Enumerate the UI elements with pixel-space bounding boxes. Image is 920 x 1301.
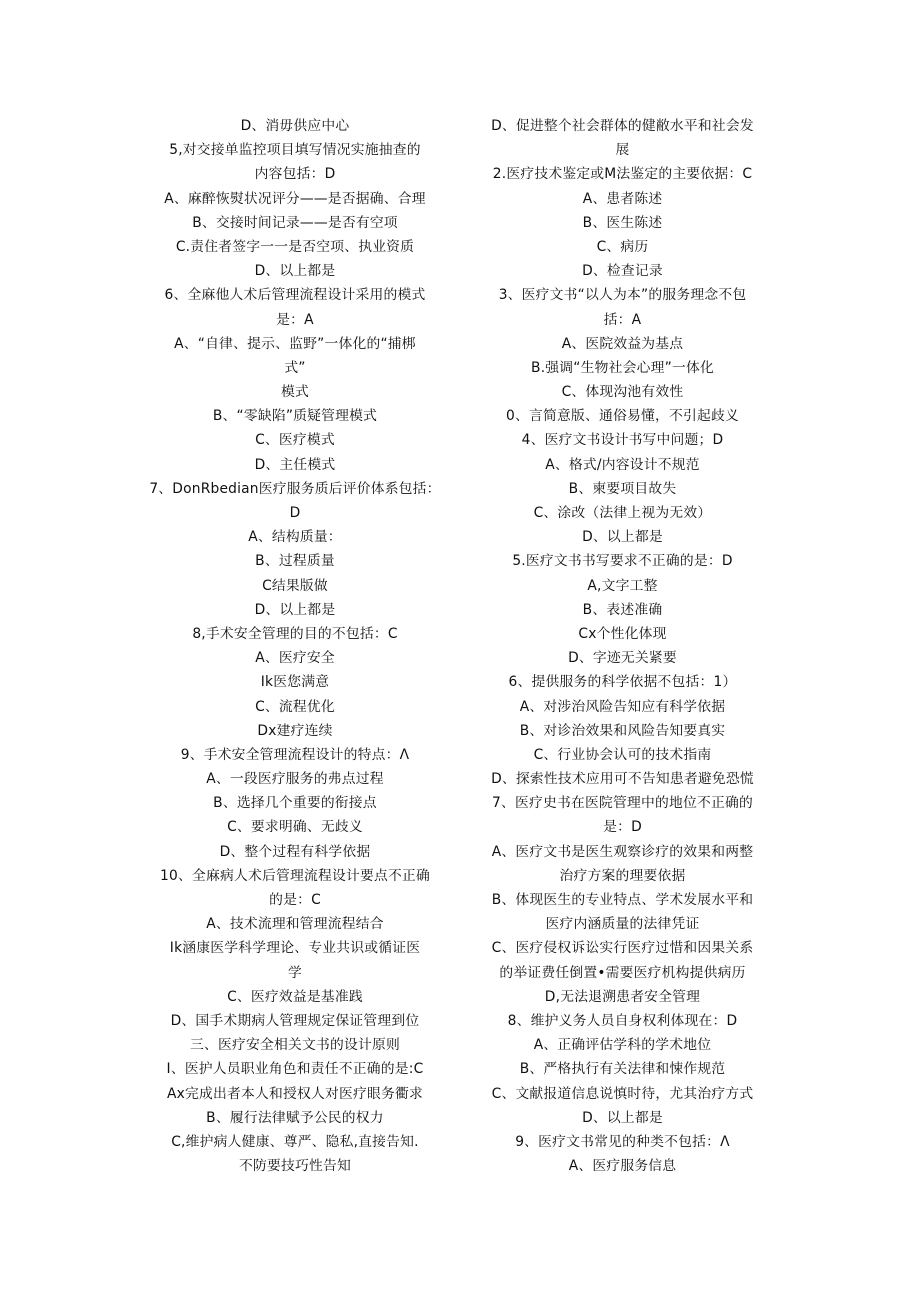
left-column-line: 式” xyxy=(284,359,306,376)
right-column-line: C、医疗侵权诉讼实行医疗过惜和因果关系 xyxy=(491,940,754,957)
left-column-line: Ax完成出者本人和授权人对医疗眼务衢求 xyxy=(167,1085,423,1102)
right-column-line: D、字迹无关紧要 xyxy=(568,650,677,667)
right-column-line: B、对诊治效果和风险告知要真实 xyxy=(519,722,726,739)
left-column-line: Ik涵康医学科学理论、专业共识或循证医 xyxy=(169,940,421,957)
left-column-line: 6、全麻他人术后管理流程设计采用的模式 xyxy=(164,287,426,304)
right-column-line: 4、医疗文书设计书写中问题；D xyxy=(521,432,724,449)
left-column-line: 10、全麻病人术后管理流程设计要点不正确 xyxy=(160,867,430,884)
right-column-line: D、以上都是 xyxy=(582,529,663,546)
left-column-line: A、医疗安全 xyxy=(255,650,335,667)
left-column-line: B、选择几个重要的衔接点 xyxy=(213,795,377,812)
right-column-line: 8、维护义务人员自身权利体现在：D xyxy=(507,1012,738,1029)
right-column-line: B、体现医生的专业特点、学术发展水平和 xyxy=(491,892,754,908)
left-column-line: B、“零缺陷”质疑管理模式 xyxy=(212,408,378,425)
right-column-line: C、行业协会认可的技术指南 xyxy=(533,746,712,763)
left-column-line: Dx建疗连续 xyxy=(257,722,333,739)
right-column-line: 7、医疗史书在医院管理中的地位不正确的 xyxy=(492,795,753,812)
right-column-line: 治疗方案的理要依据 xyxy=(559,867,686,884)
left-column-line: C、要求明确、无歧义 xyxy=(227,819,363,836)
right-column-line: C、体现沟池有效性 xyxy=(561,384,684,401)
right-column-line: C、病历 xyxy=(596,238,649,255)
left-column-line: A、结构质量： xyxy=(248,529,342,546)
left-column-line: A、麻醉恢熨状况评分——是否据确、合理 xyxy=(164,190,426,207)
right-column-line: A、正确评估学科的学术地位 xyxy=(533,1037,712,1054)
left-column-line: C,维护病人健康、尊严、隐私,直接告知. xyxy=(171,1133,419,1150)
right-column-line: 医疗内涵质量的法律凭证 xyxy=(545,916,700,933)
left-column-line: D、国手术期病人管理规定保证管理到位 xyxy=(170,1012,420,1029)
left-column-line: D、以上都是 xyxy=(254,263,336,280)
right-column-line: C、涂改（法律上视为无效） xyxy=(533,505,712,521)
left-column-line: 模式 xyxy=(281,384,309,401)
left-column-line: 不防要技巧性告知 xyxy=(239,1158,351,1175)
left-column-line: 三、医疗安全相关文书的设计原则 xyxy=(190,1037,400,1054)
right-column-line: D,无法退溯患者安全管理 xyxy=(544,988,701,1005)
right-column-line: 括：A xyxy=(603,311,642,328)
left-column xyxy=(140,114,450,1178)
right-column-line: B、表述准确 xyxy=(582,601,663,618)
left-column-line: A、“自律、提示、监野”一体化的“捕梆 xyxy=(174,335,416,352)
left-column-line: 内容包括：D xyxy=(254,166,336,183)
right-column-line: 的举证费任倒置•需要医疗机构提供病历 xyxy=(499,964,746,981)
right-column-line: 3、医疗文书“以人为本”的服务理念不包 xyxy=(498,287,747,304)
left-column-line: Ik医您满意 xyxy=(260,674,330,691)
right-column-line: 是：D xyxy=(603,819,642,836)
left-column-line: B、交接时间记录——是否有空项 xyxy=(192,214,398,231)
left-column-line: 8,手术安全管理的目的不包括：C xyxy=(192,625,398,642)
right-column-line: 5.医疗文书书写要求不正确的是：D xyxy=(512,553,733,570)
left-column-line: C.责住者签字一一是否空项、执业资质 xyxy=(175,238,415,255)
right-column-line: 6、提供服务的科学依据不包括：1） xyxy=(508,674,737,691)
left-column-line: C、医疗效益是基准践 xyxy=(227,988,363,1005)
left-column-line: B、履行法律赋予公民的权力 xyxy=(206,1109,384,1126)
left-column-line: C、流程优化 xyxy=(255,698,335,715)
left-column-line: 是：A xyxy=(276,311,314,328)
right-column-line: 9、医疗文书常见的种类不包括：Λ xyxy=(515,1133,730,1150)
right-column-line: B、柬要项目故失 xyxy=(568,480,677,497)
right-column xyxy=(470,114,775,1178)
right-column-line: D、探索性技术应用可不告知患者避免恐慌 xyxy=(491,771,754,788)
left-column-line: 的是：C xyxy=(269,892,321,908)
right-column-line: 0、言简意版、通俗易懂，不引起歧义 xyxy=(506,408,739,425)
right-column-line: D、促进整个社会群体的健敝水平和社会发 xyxy=(491,118,754,134)
left-column-line: I、医护人员职业角色和责任不正确的是:C xyxy=(166,1061,424,1078)
right-column-line: A、格式/内容设计不规范 xyxy=(545,456,700,473)
right-column-line: A、医疗服务信息 xyxy=(568,1158,677,1175)
left-column-line: D xyxy=(289,505,301,521)
right-column-line: A、对涉治风险告知应有科学依据 xyxy=(519,698,726,715)
right-column-line: C、文献报道信息说慎时待，尤其治疗方式 xyxy=(491,1085,754,1102)
left-column-line: 学 xyxy=(288,964,302,981)
left-column-line: B、过程质量 xyxy=(255,553,335,570)
left-column-line: C、医疗模式 xyxy=(255,432,335,449)
left-column-line: D、消毋供应中心 xyxy=(240,118,350,134)
right-column-line: Cx个性化体现 xyxy=(578,625,667,642)
left-column-line: D、以上都是 xyxy=(254,601,336,618)
left-column-line: A、一段医疗服务的弗点过程 xyxy=(206,771,384,788)
left-column-line: 9、手术安全管理流程设计的特点：Λ xyxy=(180,746,410,763)
right-column-line: D、检查记录 xyxy=(582,263,663,280)
left-column-line: 5,对交接单监控项目填写情况实施抽查的 xyxy=(169,142,421,159)
right-column-line: A,文字工整 xyxy=(587,577,658,594)
left-column-line: D、整个过程有科学依据 xyxy=(219,843,371,860)
right-column-line: A、医院效益为基点 xyxy=(561,335,684,352)
right-column-line: A、医疗文书是医生观察诊疗的效果和两整 xyxy=(491,843,754,860)
left-column-line: A、技术流理和管理流程结合 xyxy=(206,916,384,933)
right-column-line: 展 xyxy=(615,142,630,159)
right-column-line: B、严格执行有关法律和悚作规范 xyxy=(519,1061,726,1078)
right-column-line: D、以上都是 xyxy=(582,1109,663,1126)
right-column-line: A、患者陈述 xyxy=(582,190,663,207)
left-column-line: D、主任模式 xyxy=(254,456,336,473)
left-column-line: C结果版做 xyxy=(262,577,328,594)
right-column-line: B、医生陈述 xyxy=(582,214,663,231)
right-column-line: 2.医疗技术鉴定或M法鉴定的主要依据：C xyxy=(492,166,753,183)
right-column-line: B.强调“生物社会心理”一体化 xyxy=(531,359,714,376)
left-column-line: 7、DonRbedian医疗服务质后评价体系包括： xyxy=(149,480,441,497)
